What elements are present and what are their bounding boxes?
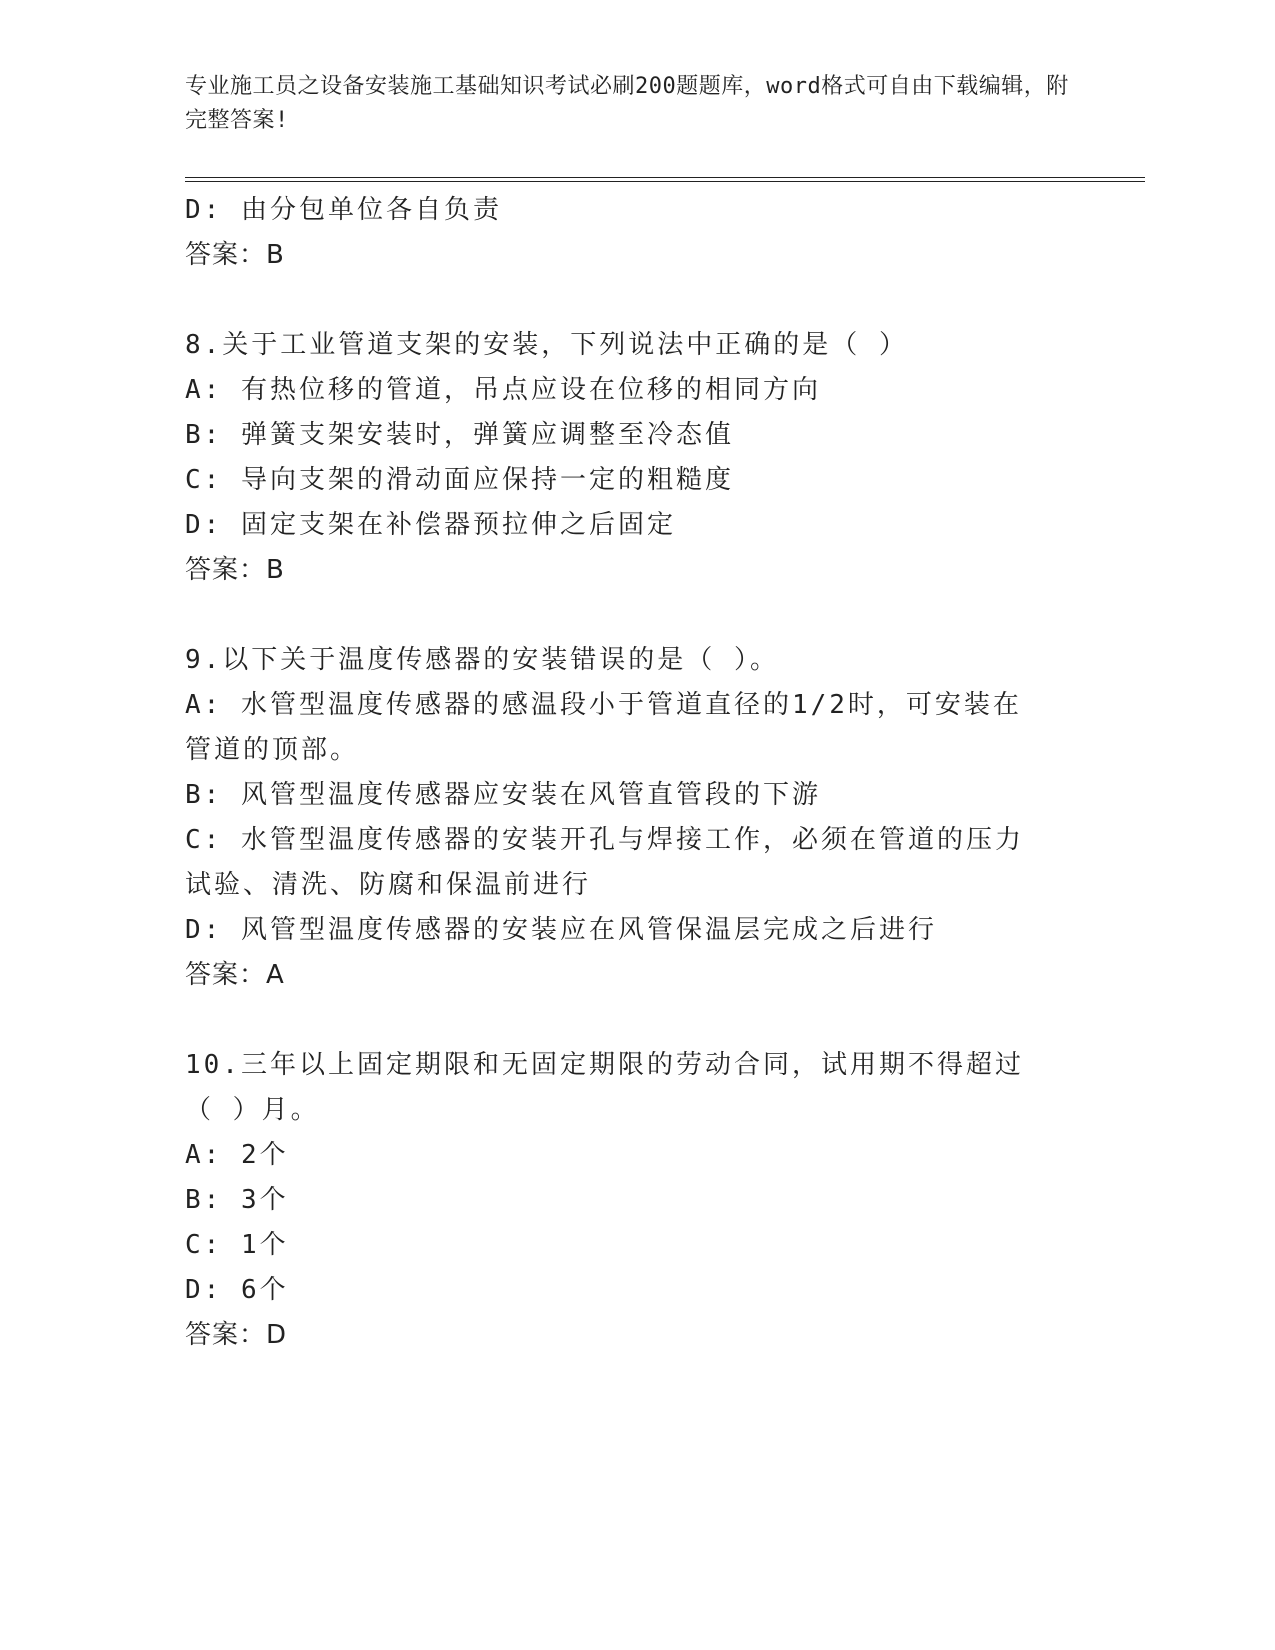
question-8 xyxy=(185,323,1085,593)
question-text: 9.以下关于温度传感器的安装错误的是（ ）。 xyxy=(185,645,779,675)
question-list xyxy=(185,188,1085,1358)
option-c: C: 导向支架的滑动面应保持一定的粗糙度 xyxy=(185,465,734,495)
option-b: B: 风管型温度传感器应安装在风管直管段的下游 xyxy=(185,780,821,810)
answer: 答案：D xyxy=(185,1320,288,1350)
header-divider xyxy=(185,177,1145,182)
question-text: 10.三年以上固定期限和无固定期限的劳动合同，试用期不得超过（ ）月。 xyxy=(185,1050,1024,1125)
answer: 答案：B xyxy=(185,555,285,585)
option-d: D: 6个 xyxy=(185,1275,289,1305)
question-9 xyxy=(185,638,1085,998)
option-a: A: 水管型温度传感器的感温段小于管道直径的1/2时，可安装在管道的顶部。 xyxy=(185,690,1022,765)
spacer xyxy=(185,278,1085,323)
spacer xyxy=(185,593,1085,638)
option-c: C: 水管型温度传感器的安装开孔与焊接工作，必须在管道的压力试验、清洗、防腐和保温前进行 xyxy=(185,825,1024,900)
question-text: 8.关于工业管道支架的安装，下列说法中正确的是（ ） xyxy=(185,330,908,360)
prev-option-d: D: 由分包单位各自负责 xyxy=(185,195,502,225)
option-a: A: 有热位移的管道，吊点应设在位移的相同方向 xyxy=(185,375,821,405)
option-d: D: 风管型温度传感器的安装应在风管保温层完成之后进行 xyxy=(185,915,937,945)
option-b: B: 弹簧支架安装时，弹簧应调整至冷态值 xyxy=(185,420,734,450)
spacer xyxy=(185,998,1085,1043)
option-c: C: 1个 xyxy=(185,1230,289,1260)
option-a: A: 2个 xyxy=(185,1140,289,1170)
prev-answer: 答案：B xyxy=(185,240,285,270)
question-10 xyxy=(185,1043,1085,1358)
option-b: B: 3个 xyxy=(185,1185,289,1215)
page-header: 专业施工员之设备安装施工基础知识考试必刷200题题库，word格式可自由下载编辑，附完整答案! xyxy=(185,74,1069,133)
answer: 答案：A xyxy=(185,960,285,990)
option-d: D: 固定支架在补偿器预拉伸之后固定 xyxy=(185,510,676,540)
